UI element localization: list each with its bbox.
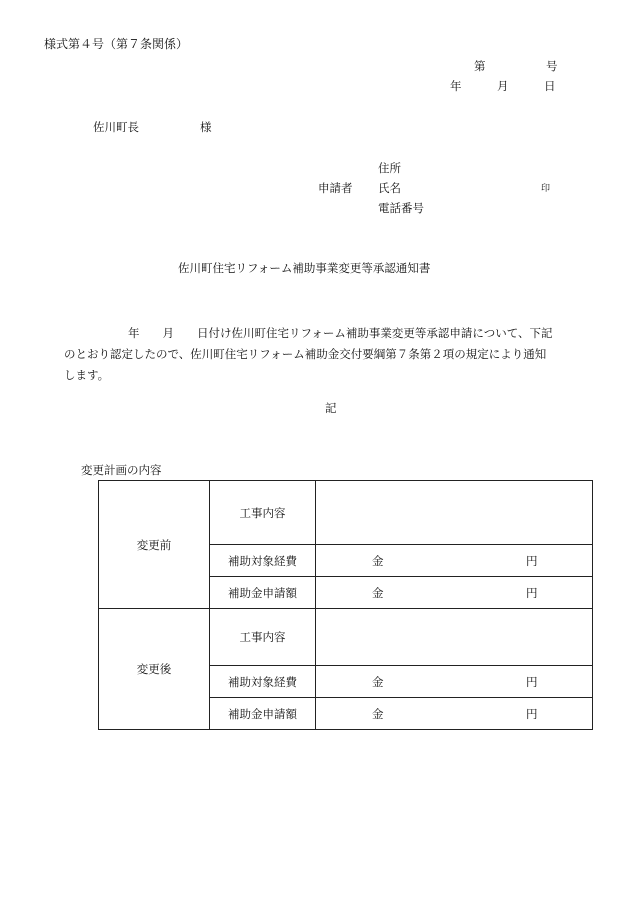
number-dai: 第 — [474, 59, 486, 73]
form-number: 様式第４号（第７条関係） — [44, 37, 189, 51]
table-row — [99, 481, 593, 545]
value-cell-application-amount — [316, 577, 593, 609]
addressee-name: 佐川町長 — [93, 120, 139, 134]
date-day: 日 — [544, 79, 556, 93]
ki-mark: 記 — [325, 401, 337, 415]
yen-label: 円 — [526, 706, 538, 721]
seal-mark: 印 — [541, 184, 551, 194]
kin-label: 金 — [372, 706, 384, 721]
yen-label: 円 — [526, 553, 538, 568]
addressee-honorific: 様 — [200, 120, 212, 134]
kin-label: 金 — [372, 674, 384, 689]
group-label-before: 変更前 — [99, 481, 210, 609]
value-cell-work-content — [316, 609, 593, 666]
row-label-application-amount: 補助金申請額 — [210, 577, 316, 609]
value-cell-eligible-cost — [316, 545, 593, 577]
section-title: 変更計画の内容 — [81, 463, 162, 477]
kin-label: 金 — [372, 553, 384, 568]
applicant-phone-label: 電話番号 — [378, 201, 424, 215]
notice-body-line-1: 年 月 日付け佐川町住宅リフォーム補助事業変更等承認申請について、下記 — [128, 326, 553, 340]
date-month: 月 — [497, 79, 509, 93]
notice-body — [64, 323, 576, 386]
group-label-after: 変更後 — [99, 609, 210, 730]
applicant-label: 申請者 — [318, 181, 353, 195]
value-cell-eligible-cost — [316, 666, 593, 698]
value-cell-work-content — [316, 481, 593, 545]
row-label-application-amount: 補助金申請額 — [210, 698, 316, 730]
row-label-work-content: 工事内容 — [210, 609, 316, 666]
row-label-work-content: 工事内容 — [210, 481, 316, 545]
date-year: 年 — [450, 79, 462, 93]
kin-label: 金 — [372, 585, 384, 600]
value-cell-application-amount — [316, 698, 593, 730]
change-plan-table — [98, 480, 593, 730]
document-title: 佐川町住宅リフォーム補助事業変更等承認通知書 — [178, 261, 431, 275]
notice-body-line-3: します。 — [64, 368, 110, 382]
applicant-address-label: 住所 — [378, 161, 401, 175]
notice-body-line-2: のとおり認定したので、佐川町住宅リフォーム補助金交付要綱第７条第２項の規定により通知 — [64, 347, 547, 361]
yen-label: 円 — [526, 585, 538, 600]
row-label-eligible-cost: 補助対象経費 — [210, 666, 316, 698]
number-go: 号 — [546, 59, 558, 73]
applicant-name-label: 氏名 — [378, 181, 401, 195]
yen-label: 円 — [526, 674, 538, 689]
row-label-eligible-cost: 補助対象経費 — [210, 545, 316, 577]
table-row — [99, 609, 593, 666]
